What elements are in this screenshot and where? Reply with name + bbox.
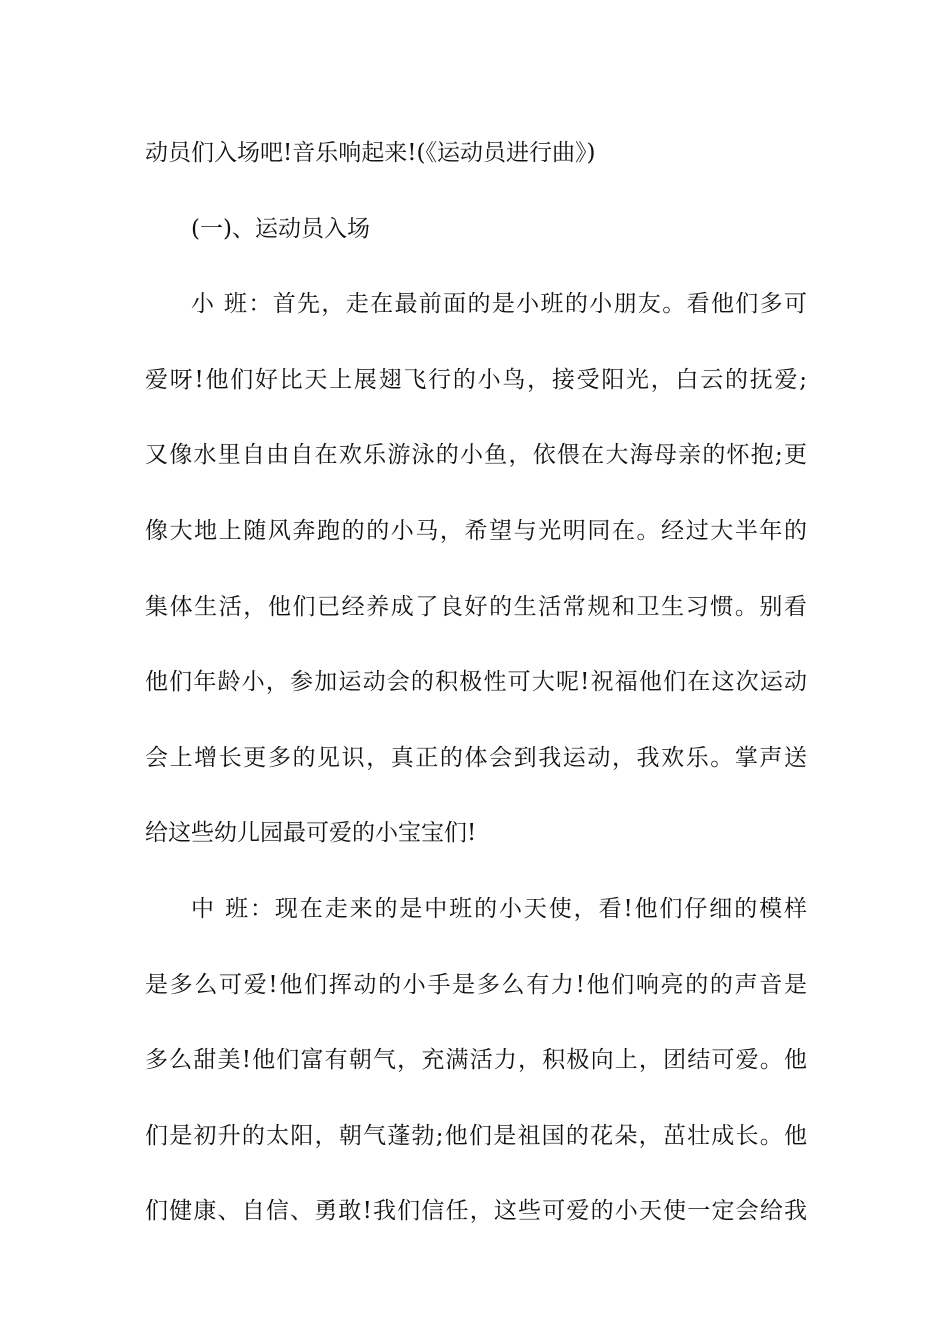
text-line: 是多么可爱!他们挥动的小手是多么有力!他们响亮的的声音是 xyxy=(145,971,807,998)
text-line: 又像水里自由自在欢乐游泳的小鱼，依偎在大海母亲的怀抱;更 xyxy=(145,442,807,469)
text-line: 给这些幼儿园最可爱的小宝宝们! xyxy=(145,820,477,847)
text-line: 像大地上随风奔跑的的小马，希望与光明同在。经过大半年的 xyxy=(145,517,807,544)
section-heading: (一)、运动员入场 xyxy=(191,215,370,242)
text-line: 会上增长更多的见识，真正的体会到我运动，我欢乐。掌声送 xyxy=(145,744,807,771)
text-line: 多么甜美!他们富有朝气，充满活力，积极向上，团结可爱。他 xyxy=(145,1047,807,1074)
document-body xyxy=(145,131,807,1265)
text-line: 集体生活，他们已经养成了良好的生活常规和卫生习惯。别看 xyxy=(145,593,807,620)
text-line: 中 班：现在走来的是中班的小天使，看!他们仔细的模样 xyxy=(191,895,807,922)
text-line: 们是初升的太阳，朝气蓬勃;他们是祖国的花朵，茁壮成长。他 xyxy=(145,1122,807,1149)
text-line: 动员们入场吧!音乐响起来!(《运动员进行曲》) xyxy=(145,140,596,166)
text-line: 们健康、自信、勇敢!我们信任，这些可爱的小天使一定会给我 xyxy=(145,1198,807,1225)
text-line: 爱呀!他们好比天上展翅飞行的小鸟，接受阳光，白云的抚爱; xyxy=(145,366,807,393)
text-line: 小 班：首先，走在最前面的是小班的小朋友。看他们多可 xyxy=(191,291,807,318)
text-line: 他们年龄小，参加运动会的积极性可大呢!祝福他们在这次运动 xyxy=(145,669,807,696)
